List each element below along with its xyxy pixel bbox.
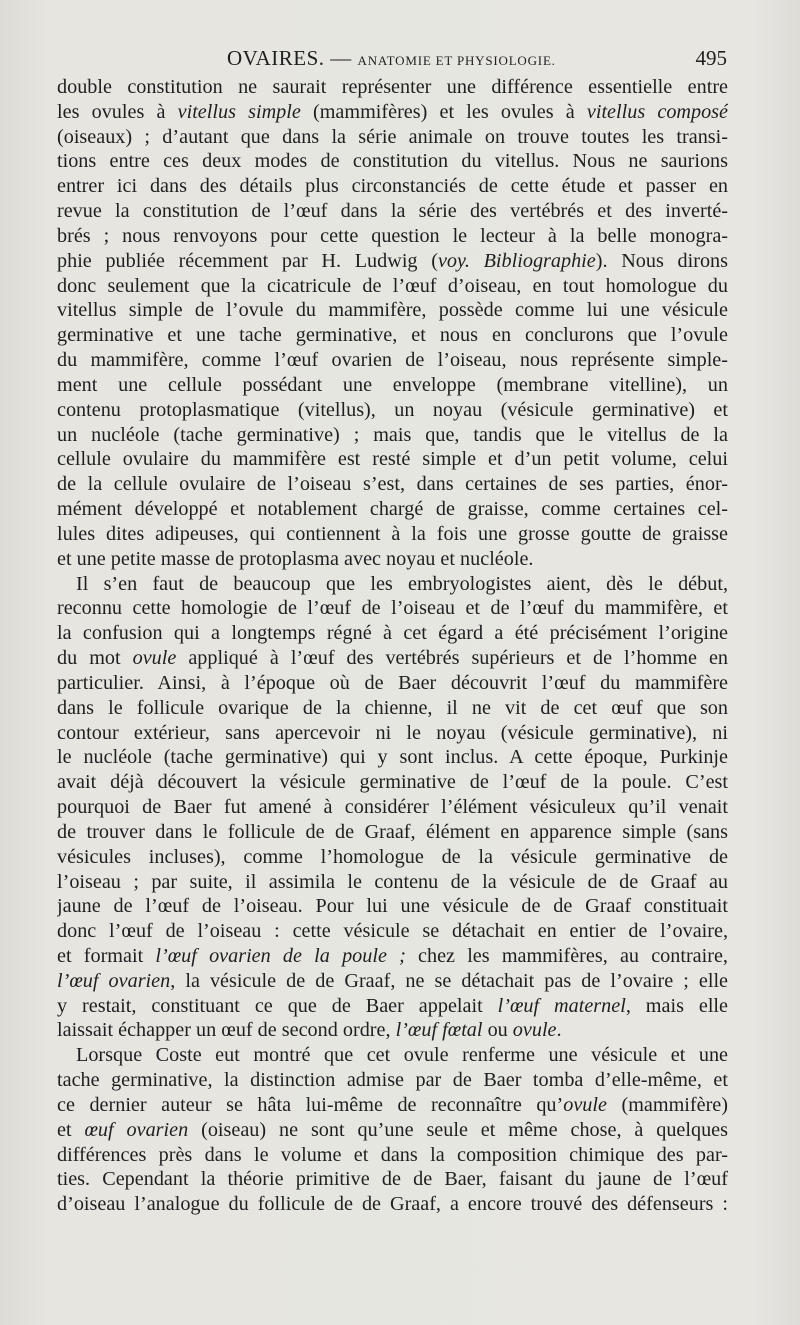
text-line [57,1018,728,1043]
text-line [57,125,728,150]
text-segment: vitellus simple de l’ovule du mammifère, possède comme lui une vésicule [57,299,728,322]
text-line [57,100,728,125]
page-number: 495 [695,46,727,70]
text-segment: et formait [57,944,156,967]
text-line [57,621,728,646]
text-line [57,646,728,671]
text-segment: les ovules à [57,100,178,123]
text-segment: double constitution ne saurait représenter une différence essentielle entre [57,76,728,98]
text-line [57,795,728,820]
text-segment: entrer ici dans des détails plus circonstanciés de cette étude et passer en [57,175,728,198]
text-line [57,522,728,547]
text-segment: la confusion qui a longtemps régné à cet égard a été précisément l’origine [57,622,728,645]
text-segment: du mot [57,647,133,670]
text-segment: laissait échapper un œuf de second ordre, [57,1019,396,1042]
text-segment: jaune de l’œuf de l’oiseau. Pour lui une vésicule de de Graaf constituait [57,895,728,918]
text-line [57,894,728,919]
running-title-dash: — [324,46,358,70]
text-line [57,820,728,845]
text-line [57,870,728,895]
text-segment: germinative et une tache germinative, et nous en conclurons que l’ovule [57,324,728,347]
text-line [57,745,728,770]
text-line [57,1167,728,1192]
text-segment: tache germinative, la distinction admise par de Baer tomba d’elle-même, et [57,1069,728,1092]
italic-text: vitellus simple [177,100,301,123]
text-segment: lules dites adipeuses, qui contiennent à la fois une grosse goutte de graisse [57,522,728,545]
text-segment: (mammifère) [606,1093,728,1116]
text-line [57,298,728,323]
text-line [57,1118,728,1143]
text-segment: particulier. Ainsi, à l’époque où de Baer découvrit l’œuf du mammifère [57,671,728,694]
running-title-subtitle: ANATOMIE ET PHYSIOLOGIE. [357,53,556,68]
running-header [57,46,727,72]
text-segment: contour extérieur, sans apercevoir ni le noyau (vésicule germinative), ni [57,721,728,744]
text-line [57,1093,728,1118]
text-segment: , la vésicule de de Graaf, ne se détachait pas de l’ovaire ; elle [170,969,728,992]
text-segment: chez les mammifères, au contraire, [405,944,728,967]
text-segment: (oiseaux) ; d’autant que dans la série animale on trouve toutes les transi- [57,125,728,148]
text-segment: cellule ovulaire du mammifère est resté simple et d’un petit volume, celui [57,448,728,471]
text-segment: appliqué à l’œuf des vertébrés supérieurs et de l’homme en [176,647,728,670]
italic-text: l’œuf fœtal [395,1019,483,1042]
text-line [57,472,728,497]
text-line [57,572,728,597]
text-segment: pourquoi de Baer fut amené à considérer l’élément vésiculeux qu’il venait [57,796,728,819]
text-segment: ment une cellule possédant une enveloppe (membrane vitelline), un [57,373,728,396]
text-segment: (oiseau) ne sont qu’une seule et même chose, à quelques [188,1118,728,1141]
text-segment: brés ; nous renvoyons pour cette question le lecteur à la belle monogra- [57,224,728,247]
text-line [57,274,728,299]
text-segment: ce dernier auteur se hâta lui-même de reconnaître qu’ [57,1093,564,1116]
text-segment: contenu protoplasmatique (vitellus), un noyau (vésicule germinative) et [57,398,728,421]
text-line [57,75,728,100]
italic-text: voy. Bibliographie [437,249,596,272]
text-line [57,969,728,994]
text-segment: revue la constitution de l’œuf dans la série des vertébrés et des inverté- [57,200,728,223]
text-segment: reconnu cette homologie de l’œuf de l’oiseau et de l’œuf du mammifère, et [57,597,728,620]
text-line [57,547,728,572]
italic-text: ovule [512,1019,557,1042]
text-line [57,1068,728,1093]
body-text [57,75,728,1217]
text-segment: différences près dans le volume et dans la composition chimique des par- [57,1143,728,1166]
italic-text: vitellus composé [586,100,728,123]
text-segment: ou [482,1019,513,1042]
text-segment: dans le follicule ovarique de la chienne, il ne vit de cet œuf que son [57,696,728,719]
text-line [57,696,728,721]
italic-text: l’œuf ovarien de la poule ; [155,944,406,967]
text-line [57,919,728,944]
text-line [57,249,728,274]
italic-text: œuf ovarien [84,1118,189,1141]
text-segment: vésicules incluses), comme l’homologue de la vésicule germinative de [57,845,728,868]
text-line [57,423,728,448]
text-segment: avait déjà découvert la vésicule germinative de l’œuf de la poule. C’est [57,771,728,794]
text-segment: phie publiée récemment par H. Ludwig ( [57,249,438,272]
text-line [57,671,728,696]
text-line [57,199,728,224]
text-segment: de la cellule ovulaire de l’oiseau s’est, dans certaines de ses parties, énor- [57,473,728,496]
text-line [57,398,728,423]
text-segment: y restait, constituant ce que de Baer appelait [57,994,498,1017]
running-title-main: OVAIRES. [227,46,325,70]
text-line [57,149,728,174]
text-segment: le nucléole (tache germinative) qui y sont inclus. A cette époque, Purkinje [57,746,728,769]
text-segment: de trouver dans le follicule de de Graaf, élément en apparence simple (sans [57,820,728,843]
text-segment: , mais elle [625,994,728,1017]
text-line [57,373,728,398]
text-line [57,224,728,249]
italic-text: l’œuf maternel [497,994,626,1017]
text-segment: . [556,1019,562,1042]
italic-text: ovule [132,647,177,670]
running-title [227,46,556,71]
text-segment: et [57,1118,85,1141]
text-line [57,447,728,472]
text-segment: un nucléole (tache germinative) ; mais que, tandis que le vitellus de la [57,423,728,446]
text-segment: l’oiseau ; par suite, il assimila le contenu de la vésicule de de Graaf au [57,870,728,893]
text-line [57,1143,728,1168]
text-line [57,994,728,1019]
italic-text: l’œuf ovarien [57,969,171,992]
text-segment: donc seulement que la cicatricule de l’œuf d’oiseau, en tout homologue du [57,274,728,297]
text-segment: ties. Cependant la théorie primitive de de Baer, faisant du jaune de l’œuf [57,1168,728,1191]
text-segment: donc l’œuf de l’oiseau : cette vésicule se détachait en entier de l’ovaire, [57,920,728,943]
text-segment: ). Nous dirons [595,249,728,272]
text-line [57,323,728,348]
text-segment: Lorsque Coste eut montré que cet ovule renferme une vésicule et une [76,1044,728,1067]
text-segment: tions entre ces deux modes de constitution du vitellus. Nous ne saurions [57,150,728,173]
text-segment: du mammifère, comme l’œuf ovarien de l’oiseau, nous représente simple- [57,349,728,372]
text-line [57,1192,728,1217]
text-line [57,596,728,621]
text-line [57,348,728,373]
text-segment: et une petite masse de protoplasma avec noyau et nucléole. [57,547,534,570]
text-line [57,770,728,795]
text-line [57,1043,728,1068]
text-line [57,944,728,969]
text-line [57,497,728,522]
text-line [57,845,728,870]
italic-text: ovule [563,1093,607,1116]
text-line [57,174,728,199]
text-line [57,721,728,746]
text-segment: mément développé et notablement chargé de graisse, comme certaines cel- [57,498,728,521]
text-segment: (mammifères) et les ovules à [300,100,587,123]
text-segment: Il s’en faut de beaucoup que les embryologistes aient, dès le début, [76,572,728,595]
text-segment: d’oiseau l’analogue du follicule de de Graaf, a encore trouvé des défenseurs : [57,1193,728,1216]
